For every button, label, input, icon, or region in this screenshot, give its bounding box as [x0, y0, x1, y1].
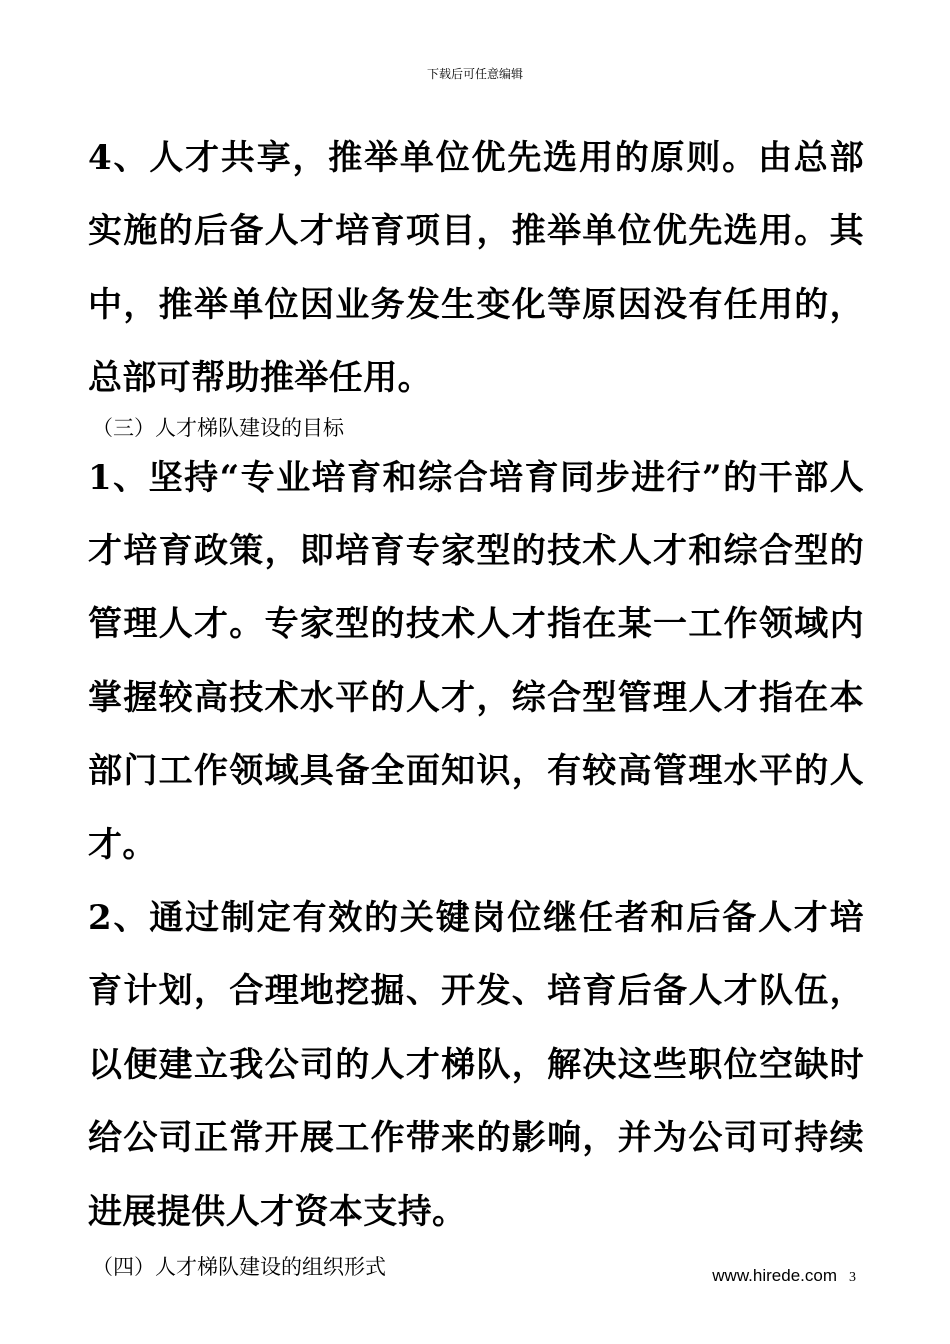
document-body [88, 122, 864, 1283]
paragraph-training-policy: 1、坚持“专业培育和综合培育同步进行”的干部人才培育政策，即培育专家型的技术人才和综合型的管理人才。专家型的技术人才指在某一工作领域内掌握较高技术水平的人才，综合型管理人才指在本部门工作领域具备全面知识，有较高管理水平的人才。 [88, 457, 864, 865]
footer-site-link[interactable]: www.hirede.com [712, 1266, 837, 1285]
section-heading-goals: （三）人才梯队建设的目标 [92, 415, 344, 440]
page-footer [712, 1266, 856, 1286]
page-number: 3 [849, 1270, 856, 1285]
header-note: 下载后可任意编辑 [426, 67, 523, 81]
paragraph-succession-plan: 2、通过制定有效的关键岗位继任者和后备人才培育计划，合理地挖掘、开发、培育后备人才队伍，以便建立我公司的人才梯队，解决这些职位空缺时给公司正常开展工作带来的影响，并为公司可持续进展提供人才资本支持。 [88, 898, 864, 1232]
section-heading-organization: （四）人才梯队建设的组织形式 [92, 1255, 386, 1280]
paragraph-talent-sharing: 4、人才共享，推举单位优先选用的原则。由总部实施的后备人才培育项目，推举单位优先选用。其中，推举单位因业务发生变化等原因没有任用的，总部可帮助推举任用。 [88, 138, 864, 399]
